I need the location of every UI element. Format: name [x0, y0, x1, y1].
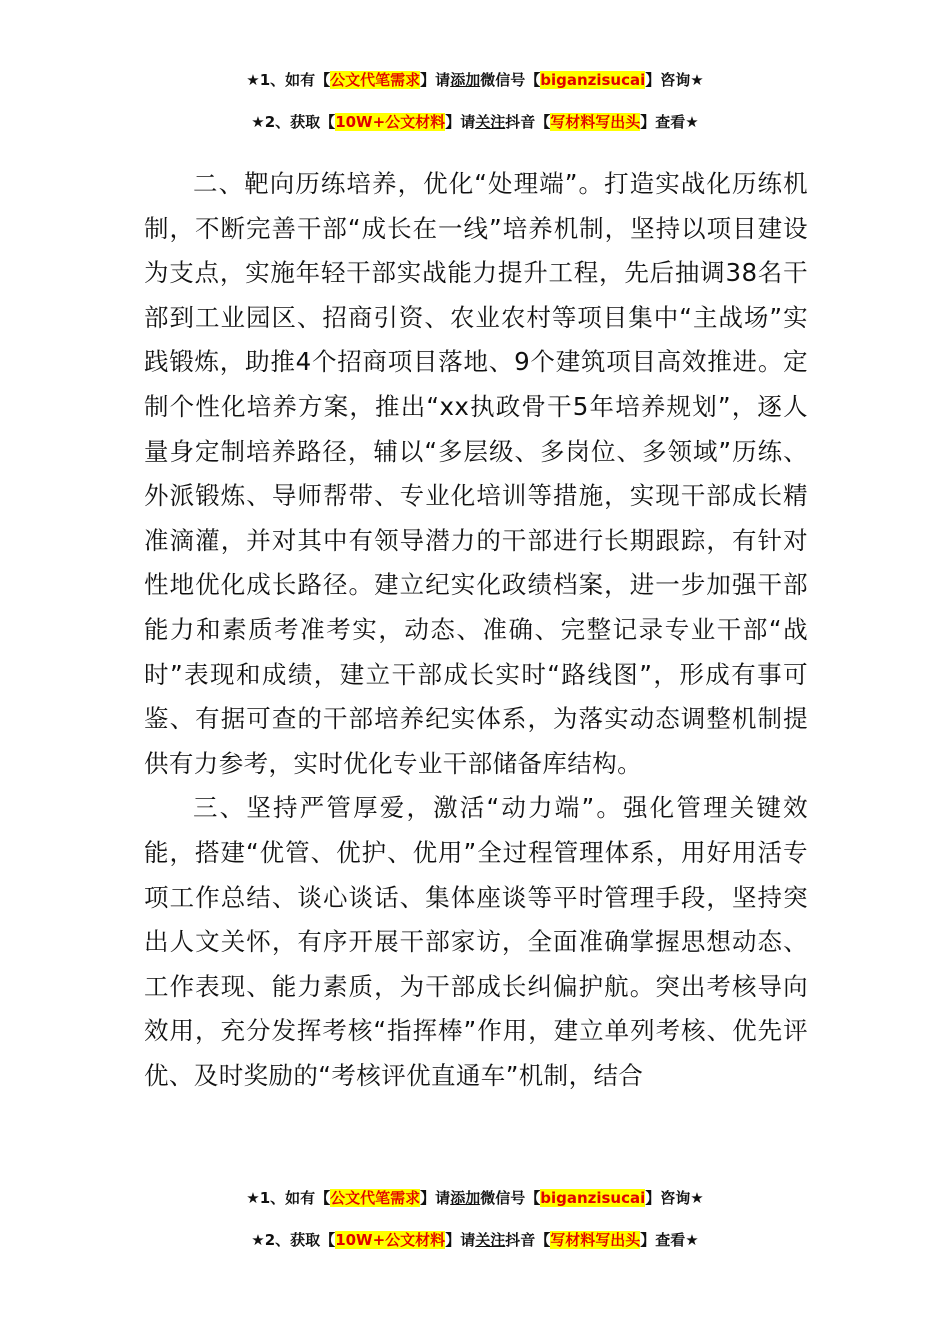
promo-highlight: biganzisucai [540, 71, 646, 89]
promo-text: ★1、如有【 [246, 1189, 331, 1207]
promo-underline: 添加 [450, 71, 481, 89]
promo-highlight: biganzisucai [540, 1189, 646, 1207]
body-paragraph-3: 三、坚持严管厚爱，激活“动力端”。强化管理关键效能，搭建“优管、优护、优用”全过程管理体系，用好用活专项工作总结、谈心谈话、集体座谈等平时管理手段，坚持突出人文关怀，有序开展干部家访，全面准确掌握思想动态、工作表现、能力素质，为干部成长纠偏护航。突出考核导向效用，充分发挥考核“指挥棒”作用，建立单列考核、优先评优、及时奖励的“考核评优直通车”机制，结合 [144, 793, 808, 1090]
promo-text: 】请 [445, 1231, 476, 1249]
promo-text: 】请 [420, 71, 451, 89]
promo-text: ★1、如有【 [246, 71, 331, 89]
promo-text: 抖音【 [505, 113, 551, 131]
promo-underline: 添加 [450, 1189, 481, 1207]
header-promo-line-1 [0, 68, 950, 92]
promo-text: 】查看★ [640, 1231, 699, 1249]
promo-underline: 关注 [475, 1231, 506, 1249]
body-paragraph-2: 二、靶向历练培养，优化“处理端”。打造实战化历练机制，不断完善干部“成长在一线”培养机制，坚持以项目建设为支点，实施年轻干部实战能力提升工程，先后抽调38名干部到工业园区、招商引资、农业农村等项目集中“主战场”实践锻炼，助推4个招商项目落地、9个建筑项目高效推进。定制个性化培养方案，推出“xx执政骨干5年培养规划”，逐人量身定制培养路径，辅以“多层级、多岗位、多领域”历练、外派锻炼、导师帮带、专业化培训等措施，实现干部成长精准滴灌，并对其中有领导潜力的干部进行长期跟踪，有针对性地优化成长路径。建立纪实化政绩档案，进一步加强干部能力和素质考准考实，动态、准确、完整记录专业干部“战时”表现和成绩，建立干部成长实时“路线图”，形成有事可鉴、有据可查的干部培养纪实体系，为落实动态调整机制提供有力参考，实时优化专业干部储备库结构。 [144, 169, 808, 778]
promo-text: ★2、获取【 [251, 1231, 336, 1249]
footer-promo-line-2 [0, 1228, 950, 1252]
promo-text: 抖音【 [505, 1231, 551, 1249]
document-body [144, 162, 808, 1098]
footer-promo-line-1 [0, 1186, 950, 1210]
promo-text: 】请 [445, 113, 476, 131]
header-promo-line-2 [0, 110, 950, 134]
promo-highlight: 公文代笔需求 [330, 71, 421, 89]
promo-text: ★2、获取【 [251, 113, 336, 131]
promo-highlight: 写材料写出头 [550, 113, 641, 131]
promo-underline: 关注 [475, 113, 506, 131]
promo-text: 】咨询★ [645, 1189, 704, 1207]
promo-highlight: 公文代笔需求 [330, 1189, 421, 1207]
promo-highlight: 写材料写出头 [550, 1231, 641, 1249]
promo-text: 微信号【 [480, 1189, 541, 1207]
promo-text: 微信号【 [480, 71, 541, 89]
promo-text: 】请 [420, 1189, 451, 1207]
promo-highlight: 10W+公文材料 [335, 1231, 446, 1249]
promo-text: 】咨询★ [645, 71, 704, 89]
promo-text: 】查看★ [640, 113, 699, 131]
promo-highlight: 10W+公文材料 [335, 113, 446, 131]
